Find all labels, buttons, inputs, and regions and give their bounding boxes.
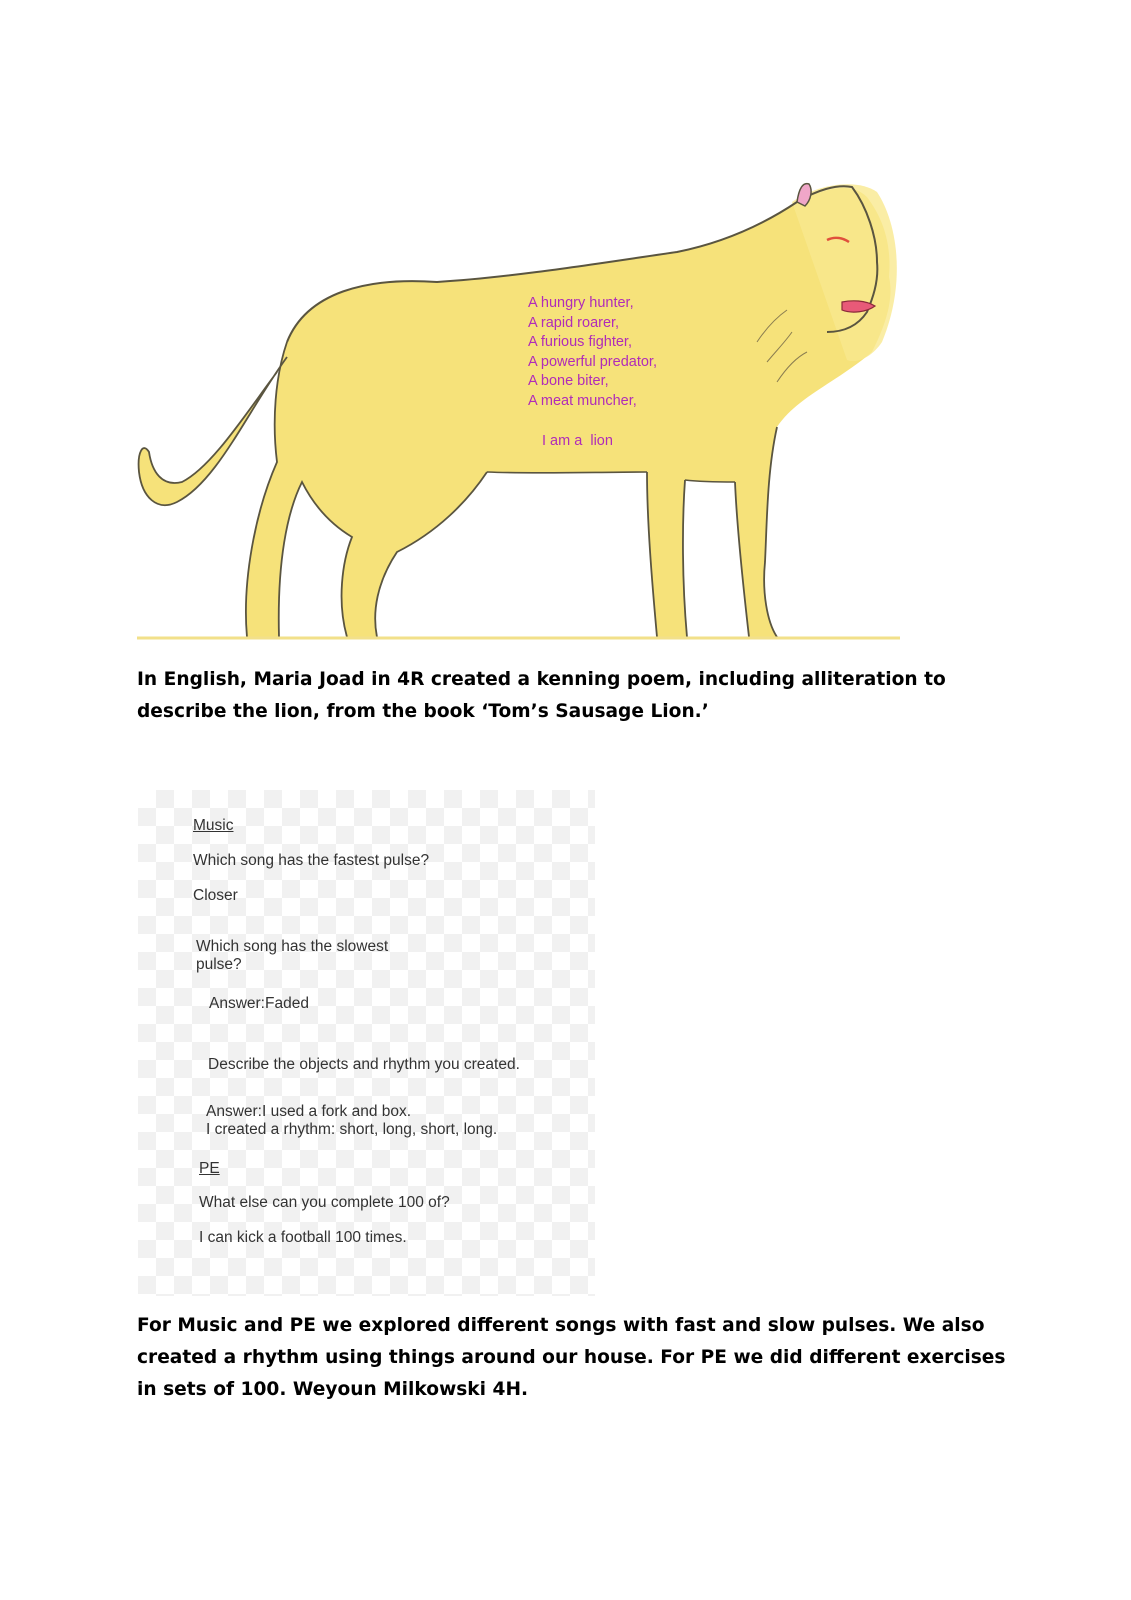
- poem-line: A rapid roarer,: [528, 314, 620, 331]
- lion-tail: [139, 357, 287, 505]
- question-slowest-pulse-line2: pulse?: [196, 956, 242, 973]
- answer-rhythm-line2: I created a rhythm: short, long, short, long.: [206, 1121, 498, 1138]
- music-pe-caption: For Music and PE we explored different songs with fast and slow pulses. We also created a rhythm using things around our house. For PE we did different exercises in sets of 100. Weyoun Milkowski 4H.: [137, 1315, 1006, 1400]
- lion-illustration: [137, 182, 900, 647]
- poem-line: A meat muncher,: [528, 392, 637, 409]
- question-rhythm: Describe the objects and rhythm you created.: [208, 1056, 520, 1073]
- answer-100: I can kick a football 100 times.: [199, 1229, 407, 1246]
- question-100: What else can you complete 100 of?: [199, 1194, 450, 1211]
- poem-line: A bone biter,: [528, 373, 609, 390]
- music-heading: Music: [193, 817, 234, 834]
- question-slowest-pulse-line1: Which song has the slowest: [196, 938, 389, 955]
- lion-drawing: [137, 182, 900, 647]
- answer-rhythm-line1: Answer:I used a fork and box.: [206, 1103, 412, 1120]
- poem-line: A hungry hunter,: [528, 295, 634, 311]
- music-pe-worksheet: [138, 790, 595, 1296]
- poem-line: A furious fighter,: [528, 334, 632, 351]
- poem-final-line: I am a lion: [542, 433, 613, 449]
- poem-line: A powerful predator,: [528, 353, 657, 370]
- question-fastest-pulse: Which song has the fastest pulse?: [193, 852, 430, 869]
- pe-heading: PE: [199, 1160, 220, 1177]
- answer-fastest-pulse: Closer: [193, 887, 238, 904]
- answer-slowest-pulse: Answer:Faded: [209, 995, 309, 1012]
- kenning-poem: [528, 294, 657, 412]
- english-caption: In English, Maria Joad in 4R created a kenning poem, including alliteration to describe the lion, from the book ‘Tom’s Sausage Lion.’: [137, 669, 946, 722]
